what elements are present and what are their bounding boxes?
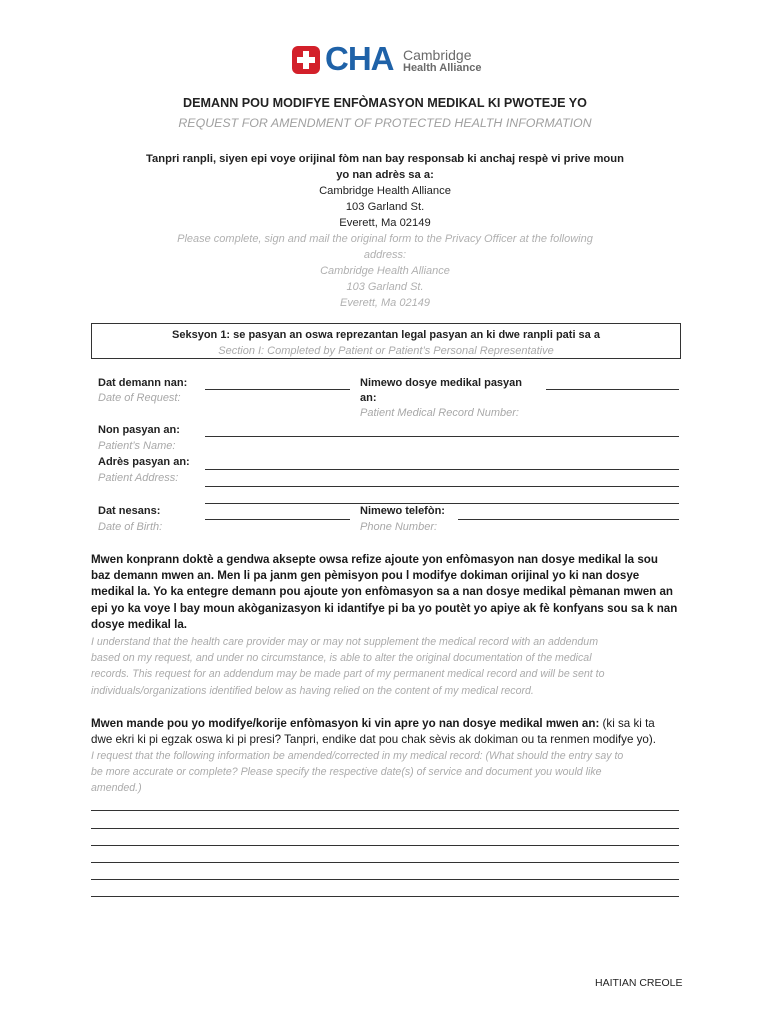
date-request-field[interactable]	[205, 389, 350, 390]
patient-name-label: Non pasyan an:	[98, 424, 180, 436]
understand-english: I understand that the health care provider may or may not supplement the medical record with an addendum based on my request, and under no circumstance, is able to alter the original documentation of the medical records. This request for an addendum may be made part of my permanent medical record and will be sent to individuals/organizations identified below as having relied on the content of my medical record.	[91, 636, 605, 697]
instructions-en-line2: address:	[363, 249, 407, 261]
phone-field[interactable]	[458, 519, 679, 520]
logo-line2: Health Alliance	[403, 62, 482, 74]
address-en-line: Everett, Ma 02149	[340, 297, 430, 309]
answer-line-3[interactable]	[91, 845, 679, 846]
patient-address-field-2[interactable]	[205, 486, 679, 487]
record-number-label: Nimewo dosye medikal pasyan	[360, 377, 523, 389]
patient-address-field-1[interactable]	[205, 469, 679, 470]
address-line: Cambridge Health Alliance	[319, 185, 451, 197]
address-line: Everett, Ma 02149	[339, 217, 431, 229]
language-footer: HAITIAN CREOLE	[595, 977, 683, 989]
form-title: DEMANN POU MODIFYE ENFÒMASYON MEDIKAL KI PWOTEJE YO	[183, 96, 587, 110]
date-request-label: Dat demann nan:	[98, 377, 188, 389]
answer-line-1[interactable]	[91, 810, 679, 811]
logo-line1: Cambridge	[403, 47, 472, 63]
section1-heading: Seksyon 1: se pasyan an oswa reprezantan legal pasyan an ki dwe ranpli pati sa a	[172, 329, 600, 341]
patient-address-label-en: Patient Address:	[98, 472, 179, 484]
address-en-line: 103 Garland St.	[346, 281, 424, 293]
patient-name-label-en: Patient’s Name:	[98, 440, 176, 452]
dob-label-en: Date of Birth:	[98, 521, 163, 533]
address-en-line: Cambridge Health Alliance	[320, 265, 450, 277]
patient-name-field[interactable]	[205, 436, 679, 437]
answer-line-4[interactable]	[91, 862, 679, 863]
cross-icon	[292, 46, 320, 74]
address-line: 103 Garland St.	[345, 201, 425, 213]
section1-heading-en: Section I: Completed by Patient or Patient’s Personal Representative	[218, 345, 554, 357]
answer-line-6[interactable]	[91, 896, 679, 897]
record-number-field[interactable]	[546, 389, 679, 390]
dob-label: Dat nesans:	[98, 505, 161, 517]
logo-acronym: CHA	[325, 40, 394, 77]
phone-label-en: Phone Number:	[360, 521, 438, 533]
cha-logo	[292, 40, 492, 78]
instructions-line1: Tanpri ranpli, siyen epi voye orijinal fòm nan bay responsab ki anchaj respè vi prive moun	[146, 153, 624, 165]
instructions-line2: yo nan adrès sa a:	[336, 169, 434, 181]
patient-address-field-3[interactable]	[205, 503, 679, 504]
request-creole: Mwen mande pou yo modifye/korije enfòmasyon ki vin apre yo nan dosye medikal mwen an: (ki sa ki ta dwe ekri ki pi egzak oswa ki pi presi? Tanpri, endike dat pou chak sèvis ak dokiman ou ta renmen modifye yo).	[91, 717, 656, 747]
answer-line-5[interactable]	[91, 879, 679, 880]
request-english: I request that the following information be amended/corrected in my medical record: (What should the entry say to be more accurate or complete? Please specify the respective date(s) of service and document you would like amended.)	[91, 750, 624, 795]
record-number-label2: an:	[360, 392, 377, 404]
patient-address-label: Adrès pasyan an:	[98, 456, 190, 468]
dob-field[interactable]	[205, 519, 350, 520]
instructions-en-line1: Please complete, sign and mail the original form to the Privacy Officer at the following	[177, 233, 593, 245]
date-request-label-en: Date of Request:	[98, 392, 181, 404]
record-number-label-en: Patient Medical Record Number:	[360, 407, 519, 419]
answer-line-2[interactable]	[91, 828, 679, 829]
form-subtitle: REQUEST FOR AMENDMENT OF PROTECTED HEALTH INFORMATION	[178, 116, 592, 130]
understand-creole: Mwen konprann doktè a gendwa aksepte owsa refize ajoute yon enfòmasyon nan dosye medikal la sou baz demann mwen an. Men li pa janm gen pèmisyon pou l modifye dokiman orijinal yo ki nan dosye medikal la. Yo ka entegre demann pou ajoute yon enfòmasyon sa a nan dosye medikal pèmanan mwen an epi yo ka voye l bay moun akòganizasyon ki idantifye pi ba yo poutèt yo apiye ak fè konfyans sou sa k nan dosye medikal la.	[91, 553, 678, 631]
phone-label: Nimewo telefòn:	[360, 505, 445, 517]
section1-header-box	[91, 323, 681, 359]
